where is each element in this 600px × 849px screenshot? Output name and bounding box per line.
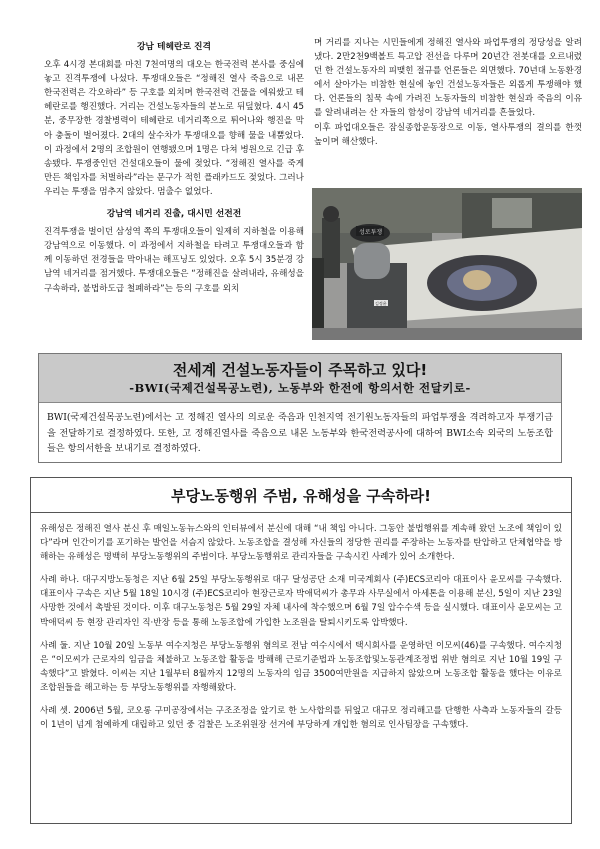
left-column [44,38,304,296]
article-paragraph: 이후 파업대오들은 잠실종합운동장으로 이동, 열사투쟁의 결의를 한껏 높이며 해산했다. [314,122,582,147]
article-paragraph: 사례 셋. 2006년 5월, 코오롱 구미공장에서는 구조조정을 앞기로 한 노사합의를 뒤엎고 대규모 정리해고를 단행한 사측과 노동자들의 갈등이 1년이 넘게 첨예하게 대립하고 있던 중 검찰은 노조위원장 선거에 부당하게 개입한 혐의로 인사팀장을 구속했다. [40,706,562,731]
unfair-labor-title: 부당노동행위 주범, 유해성을 구속하라! [170,487,432,505]
article-paragraph: 유해성은 정해진 열사 분신 후 매일노동뉴스와의 인터뷰에서 분신에 대해 “내 책임 아니다. 그동안 불법행위를 계속해 왔던 노조에 책임이 있다”라며 인간이기를 포기하는 발언을 서슴지 않았다. 노동조합을 결성해 자신들의 정당한 권리를 주장하는 노동자를 탄압하고 단체협약을 방해하는 유해성은 명백히 부당노동행위의 주범이다. 부당노동행위로 관리자들을 구속시킨 사례가 있어 소개한다. [40,524,562,563]
unfair-labor-body [40,522,562,741]
section-heading-gangnam: 강남역 네거리 진출, 대시민 선전전 [106,209,242,220]
article-paragraph: 사례 둘. 지난 10월 20일 노동부 여수지청은 부당노동행위 혐의로 전남 여수시에서 택시회사를 운영하던 이모씨(46)를 구속했다. 여수지청은 “이모씨가 근로자의 임금을 체불하고 노동조합 활동을 방해해 근로기준법과 노동조합및노동관계조정법 위반 혐의로 지난 10월 19일 구속했다”고 밝혔다. 이씨는 지난 1월부터 8월까지 12명의 노동자의 임금 3500여만원을 지급하지 않았으며 노동조합 활동을 했다는 이유로 조합원들을 해고하는 등 부당노동행위를 자행해왔다. [40,640,562,693]
bwi-subtitle: -BWI(국제건설목공노련), 노동부와 한전에 항의서한 전달키로- [129,381,471,395]
bwi-notice-box [38,353,562,463]
vest-name-tag: 김정윤 [375,301,387,306]
right-column [314,36,582,149]
unfair-labor-header [31,478,571,513]
headband-text: 성로투쟁 [359,229,383,236]
article-paragraph: 사례 하나. 대구지방노동청은 지난 6월 25일 부당노동행위로 대구 달성공단 소재 미국계회사 (주)ECS코리아 대표이사 윤모씨를 구속했다. 대표이사 구속은 지난 5월 18일 10시경 (주)ECS코리아 현장근로자 박애덕씨가 총무과 사무실에서 아세톤을 이용해 분신, 5일이 지난 23일 사망한 것에서 촉발된 것이다. 이후 대구노동청은 5월 29일 자체 내사에 착수했으며 6월 7일 압수수색 등을 실시했다. 대표이사 윤모씨는 고 박애덕씨 등 현장 관리자인 직·반장 등을 통해 노동조합에 가입한 노조원을 탈퇴시키도록 압박했다. [40,575,562,628]
protest-photo [312,188,582,340]
protest-photo-image [312,188,582,340]
unfair-labor-box [30,477,572,824]
section-heading-teheran: 강남 테헤란로 진격 [136,42,212,52]
article-paragraph: 오후 4시경 본대회를 마친 7천여명의 대오는 한국전력 본사를 중심에 놓고 진격투쟁에 나섰다. 투쟁대오들은 “정해진 열사 죽음으로 내몬 한국전력은 각오하라” 등 구호를 외치며 한국전력 건물을 에워쌌고 테헤란로를 행진했다. 거리는 건설노동자들의 분노로 뒤덮혔다. 4시 45분, 중무장한 경찰병력이 테헤란로 네거리쪽으로 튀어나와 행진을 막아 충돌이 벌어졌다. 2대의 살수차가 투쟁대오를 향해 물을 내뿜었다. 이 과정에서 2명의 조합원이 연행됐으며 1명은 다쳐 병원으로 긴급 후송됐다. 투쟁중인던 건설대오들이 물에 젖었다. “정해진 열사를 죽게 만든 책임자를 처벌하라”라는 문구가 적힌 플래카드도 젖었다. 그러나 우리는 투쟁을 멈추지 않았다. 멈출수 없었다. [44,60,304,197]
bwi-title: 전세계 건설노동자들이 주목하고 있다! [172,361,428,379]
bwi-header-band [39,354,561,403]
bwi-body: BWI(국제건설목공노련)에서는 고 정해진 열사의 의로운 죽음과 인천지역 전기원노동자들의 파업투쟁을 격려하고자 투쟁기금을 전달하기로 결정하였다. 또한, 고 정해진열사를 죽음으로 내몬 노동부와 한국전력공사에 대하여 BWI소속 외국의 노동조합들은 항의서한을 보내기로 결정하였다. [47,412,553,454]
article-paragraph: 진격투쟁을 벌이던 삼성역 쪽의 투쟁대오들이 일제히 지하철을 이용해 강남역으로 이동했다. 이 과정에서 지하철을 타려고 투쟁대오들과 함께 이동하던 전경들을 막아내는 해프닝도 있었다. 오후 5시 35분경 강남역 네거리를 점거했다. 투쟁대오들은 “정해진을 살려내라, 유해성을 구속하라, 불법하도급 철폐하라”는 등의 구호를 외치 [44,227,304,294]
article-paragraph: 며 거리를 지나는 시민들에게 정해진 열사와 파업투쟁의 정당성을 알려냈다. 2만2천9백볼트 특고압 전선을 다루며 20년간 전봇대를 오르내렸던 한 건설노동자의 피맺힌 절규를 언론들은 외면했다. 70년대 노동환경에서 살아가는 비참한 현실에 놓인 건설노동자들은 외롭게 투쟁해야 했다. 언론들의 침묵 속에 가려진 노동자들의 비참한 현실과 죽음의 이유를 알려내려는 산 자들의 함성이 강남역 네거리를 흔들었다. [314,38,582,119]
